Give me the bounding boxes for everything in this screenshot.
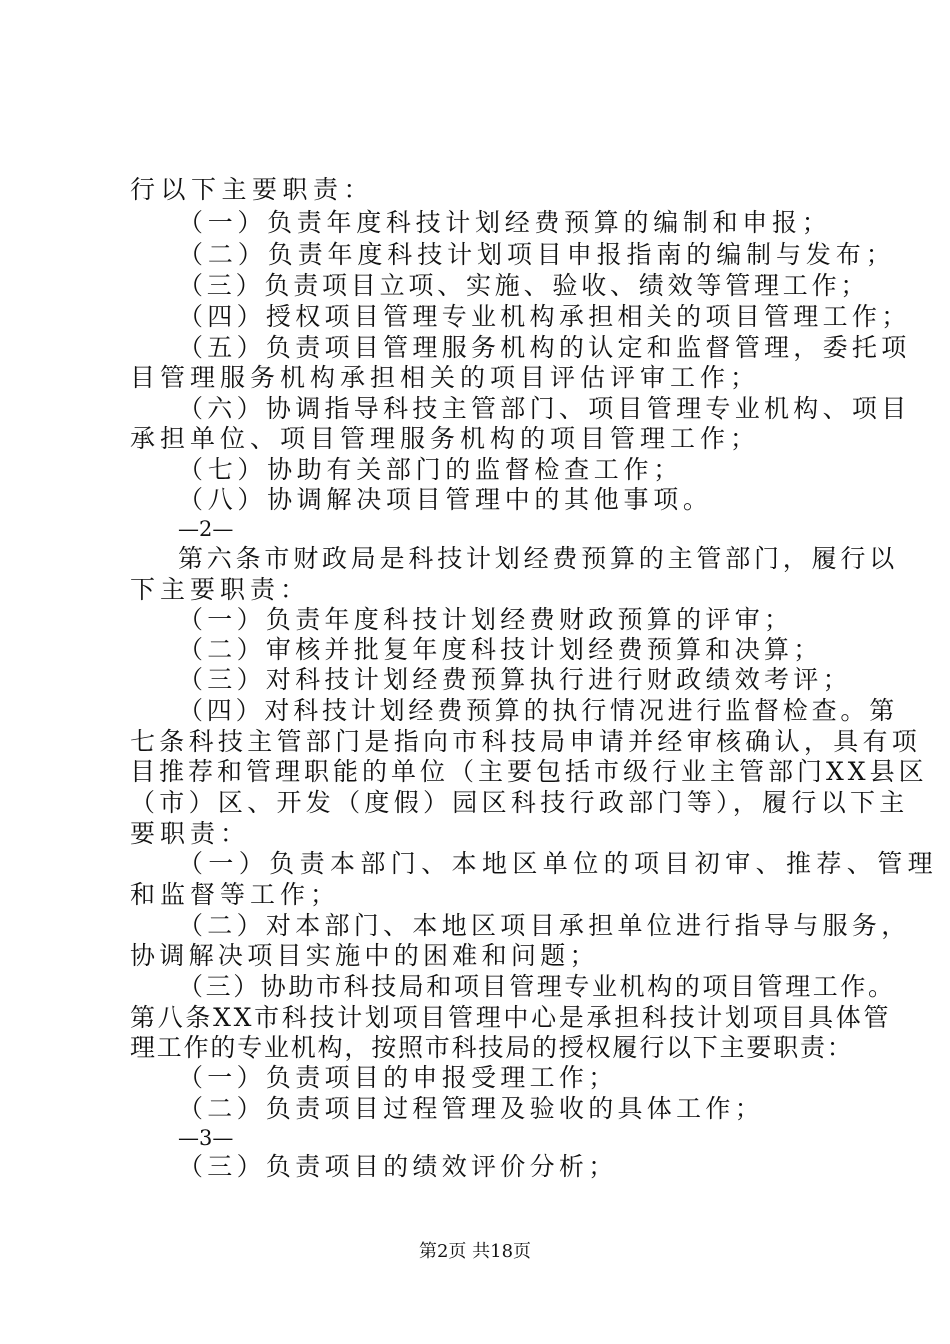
text-line: （三）对科技计划经费预算执行进行财政绩效考评； [178,665,852,694]
text-line: 行以下主要职责： [130,175,375,204]
text-line: 目管理服务机构承担相关的项目评估评审工作； [130,363,761,392]
text-line: （一）负责年度科技计划经费预算的编制和申报； [178,208,832,237]
page-footer: 第2页 共18页 [418,1241,532,1262]
text-line: 目推荐和管理职能的单位（主要包括市级行业主管部门XX县区 [130,757,928,786]
text-line: （三）协助市科技局和项目管理专业机构的项目管理工作。 [178,972,896,1001]
text-line: （二）负责项目过程管理及验收的具体工作； [178,1094,765,1123]
text-line: （市）区、开发（度假）园区科技行政部门等），履行以下主 [130,788,909,817]
text-line: 第八条XX市科技计划项目管理中心是承担科技计划项目具体管 [130,1003,892,1032]
text-line: （八）协调解决项目管理中的其他事项。 [178,485,713,514]
text-line: （五）负责项目管理服务机构的认定和监督管理，委托项 [178,333,911,362]
text-line: （三）负责项目的绩效评价分析； [178,1152,618,1181]
text-line: 七条科技主管部门是指向市科技局申请并经审核确认，具有项 [130,727,922,756]
text-line: 理工作的专业机构，按照市科技局的授权履行以下主要职责： [130,1033,854,1062]
text-line: （二）审核并批复年度科技计划经费预算和决算； [178,635,823,664]
text-line: （二）对本部门、本地区项目承担单位进行指导与服务， [178,911,911,940]
text-line: （二）负责年度科技计划项目申报指南的编制与发布； [178,240,896,269]
text-line: 第六条市财政局是科技计划经费预算的主管部门，履行以 [178,544,899,573]
text-line: （四）对科技计划经费预算的执行情况进行监督检查。第 [178,696,899,725]
text-line: （一）负责年度科技计划经费财政预算的评审； [178,605,794,634]
text-line: 协调解决项目实施中的困难和问题； [130,941,599,970]
text-line: （一）负责本部门、本地区单位的项目初审、推荐、管理 [178,849,939,878]
text-line: （三）负责项目立项、实施、验收、绩效等管理工作； [178,271,870,300]
text-line: 承担单位、项目管理服务机构的项目管理工作； [130,424,761,453]
text-line: 要职责： [130,819,251,848]
text-line: （一）负责项目的申报受理工作； [178,1063,618,1092]
text-line: （四）授权项目管理专业机构承担相关的项目管理工作； [178,302,911,331]
text-line: 和监督等工作； [130,880,341,909]
text-line: 下主要职责： [130,575,311,604]
page-marker: —2— [178,517,234,541]
text-line: （七）协助有关部门的监督检查工作； [178,455,683,484]
text-line: （六）协调指导科技主管部门、项目管理专业机构、项目 [178,394,911,423]
page-marker: —3— [178,1126,234,1150]
